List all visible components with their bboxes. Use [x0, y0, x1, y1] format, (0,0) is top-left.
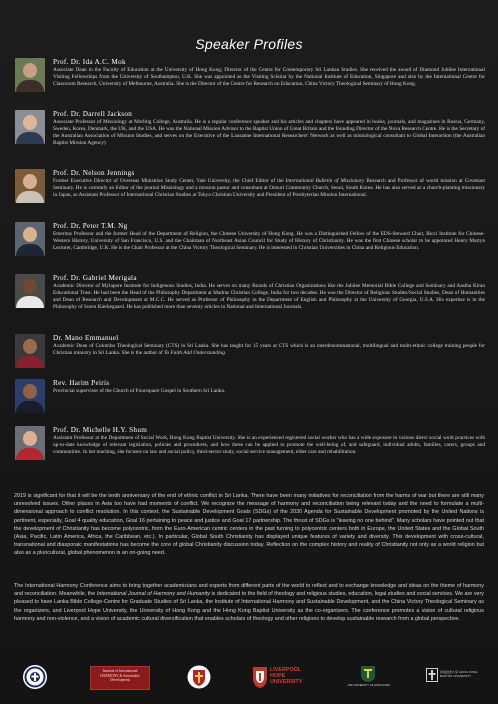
lbc-seal-logo — [22, 664, 48, 690]
speaker-photo — [15, 58, 45, 92]
bio-italic: International Bulletin of Missionary — [285, 178, 365, 184]
intro-paragraph-1: 2019 is significant for that it will be the tenth anniversary of the end of ethnic conflict in Sri Lanka. There have been many initiatives for reconciliation from the harms of war but there are still many unresolved issues. Other places in Asia too have had moments of conflict. We recognize the message of harmony and reconciliation being relevant today and the need to formulate a multi-dimensional approach to conflict resolution. In this context, the Sustainable Development Goals (SDGs) of the 2030 Agenda for Sustainable Development promoted by the United Nations is pertinent, especially, Goal 4 quality education, Goal 16 pertaining to peace and justice and Goal 17 partnership. The thrust of SDGs is "leaving no one behind". Many scholars have pointed out that the development of Christianity has become polycentric, from the Euro-American centric centers in the past turning to polycentric centers both in Europe, the United States and the Global South (Asia, Pacific, Latin America, Africa, the Caribbean, etc.). In particular, Global South Christianity has displayed unique features of variety and diversity. This development with cross-cultural, transnational and diasporaic manifestations has become the core of global Christianity discussion today. Reflection on the complex history and reality of Christianity not only as a world religion but also as a pluricultural, global phenomenon is an on-going need. — [14, 493, 484, 557]
speaker-bio: Provincial supervisor of the Church of Foursquare Gospel in Southern Sri Lanka. — [53, 388, 226, 394]
hku-crest-icon — [360, 665, 376, 683]
speaker-name: Dr. Mano Emmanuel — [53, 334, 119, 342]
intro-text: The International Harmony Conference aims to bring together academicians and experts from different parts of the world to reflect and to exchange knowledge and ideas on the theme of harmony and reconciliation. Meanwhile, the — [14, 583, 484, 598]
speaker-bio — [53, 343, 485, 357]
speaker-name: Prof. Dr. Gabriel Merigala — [53, 274, 137, 282]
iihsd-logo — [90, 666, 150, 690]
speaker-bio: Assistant Professor at the Department of Social Work, Hong Kong Baptist University. She is an experienced registered social worker who has a wide exposure in various direct social work practices with up-to-date knowledge of relevant legislation, policies and procedures, and how these can be applied to promote the well-being of, and safeguard, individual adults, families, carers, groups and communities. In her teaching, she focuses on law and social policy, third-sector study, social service management, elder care and rehabilitation. — [53, 435, 485, 456]
organizer-logos — [0, 664, 498, 694]
intro-italic: International Journal of Harmony and Humanity — [96, 591, 210, 598]
speaker-bio: Associate Professor of Missiology at Morling College, Australia. He is a regular conference speaker and his articles and chapters have appeared in books, journals, and magazines in Russia, Germany, Sweden, Korea, Denmark, the UK, and the USA. He was the National Mission Advisor to the Baptist Union of Great Britain and the founding Director of the Nova Research Centre. He is the Secretary of the Australian Association of Mission Studies, and serves on the Executive of the Lausanne International Researchers' Network as well as missiological consultant to Global Interaction (the Australian Baptist Mission Agency) — [53, 119, 485, 147]
speaker-photo — [15, 379, 45, 413]
speaker-bio: Academic Director of Mylapore Institute for Indigenous Studies, India. He serves on many Boards of Christian Organizations like the Jubilee Memorial Bible College and Seminary and Aastha Kiran Educational Trust. He had been the Head of the Philosophy Department at Madras Christian College, India for two decades. He was the Director of Religious Studies/Social Studies, Dean of Humanities and Dean of Research and Development at M.C.C. He served as Professor of Philosophy in the Department of English and Philosophy at the University of Georgia, U.S.A. His expertise is in the Philosophy of Soren Kierkegaard. He has published more than seventy articles in National and International Journals. — [53, 283, 485, 311]
bio-italic: To Faith Add Understanding. — [164, 350, 227, 357]
speaker-photo — [15, 274, 45, 308]
speaker-photo — [15, 222, 45, 256]
hkbu-logo-text: 香港浸會大學 HONG KONG BAPTIST UNIVERSITY — [440, 670, 478, 678]
bio-text: Former Executive Director of Overseas Ministries Study Center, Yale University, the Chief Editor of the — [53, 178, 286, 184]
speaker-photo — [15, 169, 45, 203]
cvts-shield-logo — [187, 664, 211, 690]
bio-text: Academic Dean of Colombo Theological Seminary (CTS) in Sri Lanka. She has taught for 15 years at CTS which is an interdenominational, multilingual and multi-ethnic college training people for Christian ministry in Sri Lanka. She is the author of — [53, 343, 485, 357]
liverpool-hope-logo-text: LIVERPOOL HOPE UNIVERSITY — [270, 667, 303, 685]
speaker-name: Prof. Dr. Nelson Jennings — [53, 169, 135, 177]
intro-text: is dedicated to the field of theology and religious studies, education, legal studies and social services. We are very pleased to have Lanka Bible College-Centre for Graduate Studies of Sri Lanka, the Institute of International Harmony and Sustainable Development, and the China Victory Theological Seminary as the organizers, and Liverpool Hope University, the University of Hong Kong and the Hong Kong Baptist University as the co-organizers. The conference promotes a vision of cultural religious harmony and non-violence, and a vision of academic cultural diversification that enables scholars of theology and other religions to develop sustainable research from a global perspective. — [14, 591, 484, 622]
speaker-photo — [15, 334, 45, 368]
speaker-bio: Emeritus Professor and the former Head of the Department of Religion, the Chinese University of Hong Kong. He was a Distinguished Fellow of the EDS-Steward Chair, Ricci Institute for Chinese-Western History, University of San Francisco, U.S. and the Chairman of Northeast Asian Council for Study of History of Christianity. He was the first Chinese scholar to be appointed Henry Martyn Lecturer, Cambridge, U.K. He is the Chair Professor at the China Victory Theological Seminary. He is interested in Christian Universities in China and Religious Education. — [53, 231, 485, 252]
hkbu-crest-icon — [426, 668, 438, 682]
iihsd-logo-text: Institute of International HARMONY & Sustainable Development — [100, 669, 140, 683]
bio-text: Research and Professor of world mission at Covenant Seminary. He is currently an Editor of the journal Missiology and a mission pastor and consultant at Onnuri Community Church, Seoul, South Korea. He has also served as a church-planting missionary in Japan, as Assistant Professor of International Christian Studies at Tokyo Christian University and President of Presbyterian Mission International. — [53, 178, 485, 199]
speaker-name: Prof. Dr. Darrell Jackson — [53, 110, 133, 118]
speaker-photo — [15, 426, 45, 460]
speaker-bio — [53, 178, 485, 199]
liverpool-hope-crest-icon — [252, 665, 268, 689]
speaker-photo — [15, 110, 45, 144]
page-title: Speaker Profiles — [195, 36, 303, 52]
hku-logo-text: THE UNIVERSITY OF HONG KONG — [347, 684, 391, 687]
speaker-name: Rev. Harim Peiris — [53, 379, 110, 387]
speaker-name: Prof. Dr. Peter T.M. Ng — [53, 222, 128, 230]
speaker-name: Prof. Dr. Ida A.C. Mok — [53, 58, 126, 66]
speaker-name: Prof. Dr. Michelle H.Y. Shum — [53, 426, 148, 434]
intro-paragraph-2 — [14, 582, 484, 623]
speaker-bio: Associate Dean in the Faculty of Education at the University of Hong Kong; Director of the Centre for Contemporary Sri Lankan Studies. She received the award of Diamond Jubilee International Visiting Fellowships from the University of Southampton, U.K. She was appointed as the Visiting Scholar by the National Institute of Education, Singapore and also by the International Centre for Classroom Research, University of Melbourne, Australia. She is the Director of the Centre for Research on Education, China Victory Theological Seminary of Hong Kong. — [53, 67, 485, 88]
